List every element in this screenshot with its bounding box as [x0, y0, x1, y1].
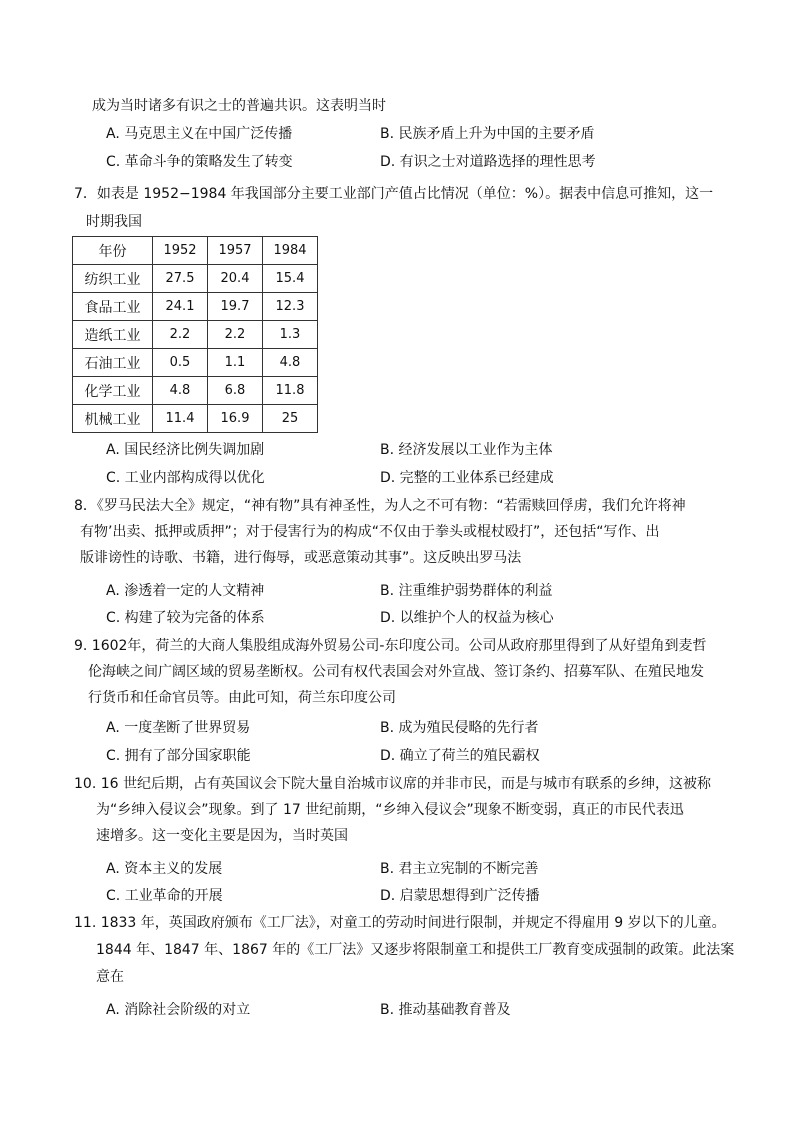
table-cell: 1.1: [208, 349, 263, 377]
table-cell: 2.2: [208, 321, 263, 349]
table-cell: 27.5: [153, 265, 208, 293]
table-row: [73, 377, 318, 405]
q10-stem-line2: 为“乡绅入侵议会”现象。到了 17 世纪前期，“乡绅入侵议会”现象不断变弱，真正的市民代表迅: [96, 802, 684, 818]
table-header-cell: 1957: [208, 237, 263, 265]
q10-stem-line3: 速增多。这一变化主要是因为，当时英国: [96, 828, 348, 844]
q8-stem-line1: 8．《罗马民法大全》规定，“神有物”具有神圣性，为人之不可有物：“若需赎回俘虏，我们允许将神: [74, 498, 686, 514]
table-cell: 1.3: [263, 321, 318, 349]
table-cell: 化学工业: [73, 377, 153, 405]
q10-option-d[interactable]: D. 启蒙思想得到广泛传播: [380, 888, 540, 904]
table-row: [73, 293, 318, 321]
q7-stem-line2: 时期我国: [86, 214, 142, 230]
q9-option-b[interactable]: B. 成为殖民侵略的先行者: [380, 720, 539, 736]
table-cell: 纺织工业: [73, 265, 153, 293]
q9-stem-line3: 行货币和任命官员等。由此可知，荷兰东印度公司: [88, 690, 396, 706]
table-cell: 19.7: [208, 293, 263, 321]
table-cell: 2.2: [153, 321, 208, 349]
q7-option-a[interactable]: A. 国民经济比例失调加剧: [106, 442, 265, 458]
q10-option-b[interactable]: B. 君主立宪制的不断完善: [380, 861, 539, 877]
table-cell: 16.9: [208, 405, 263, 433]
table-cell: 11.4: [153, 405, 208, 433]
q9-stem-line1: 9. 1602年，荷兰的大商人集股组成海外贸易公司-东印度公司。公司从政府那里得到了从好望角到麦哲: [74, 638, 707, 654]
table-header-cell: 1952: [153, 237, 208, 265]
table-cell: 机械工业: [73, 405, 153, 433]
table-cell: 6.8: [208, 377, 263, 405]
q9-stem-line2: 伦海峡之间广阔区域的贸易垄断权。公司有权代表国会对外宣战、签订条约、招募军队、在殖民地发: [88, 664, 704, 680]
q8-stem-line3: 版诽谤性的诗歌、书籍，进行侮辱，或恶意策动其事”。这反映出罗马法: [80, 550, 522, 566]
table-row: [73, 349, 318, 377]
q11-stem-line2: 1844 年、1847 年、1867 年的《工厂法》又逐步将限制童工和提供工厂教育变成强制的政策。此法案: [96, 942, 735, 958]
q6-option-d[interactable]: D. 有识之士对道路选择的理性思考: [380, 154, 596, 170]
table-header-cell: 年份: [73, 237, 153, 265]
q9-option-a[interactable]: A. 一度垄断了世界贸易: [106, 720, 251, 736]
table-cell: 15.4: [263, 265, 318, 293]
table-cell: 12.3: [263, 293, 318, 321]
q11-stem-line1: 11. 1833 年，英国政府颁布《工厂法》，对童工的劳动时间进行限制，并规定不得雇用 9 岁以下的儿童。: [74, 915, 726, 931]
table-header-row: [73, 237, 318, 265]
table-cell: 食品工业: [73, 293, 153, 321]
table-cell: 石油工业: [73, 349, 153, 377]
table-cell: 11.8: [263, 377, 318, 405]
q6-stem: 成为当时诸多有识之士的普遍共识。这表明当时: [92, 98, 386, 114]
industry-share-table: [72, 236, 318, 433]
q7-option-c[interactable]: C. 工业内部构成得以优化: [106, 470, 265, 486]
table-cell: 造纸工业: [73, 321, 153, 349]
q8-option-a[interactable]: A. 渗透着一定的人文精神: [106, 583, 265, 599]
q7-stem-line1: 7．如表是 1952−1984 年我国部分主要工业部门产值占比情况（单位：%）。据表中信息可推知，这一: [74, 186, 714, 202]
table-row: [73, 405, 318, 433]
q10-option-a[interactable]: A. 资本主义的发展: [106, 861, 223, 877]
table-row: [73, 321, 318, 349]
table-cell: 4.8: [263, 349, 318, 377]
q8-option-c[interactable]: C. 构建了较为完备的体系: [106, 610, 265, 626]
table-cell: 4.8: [153, 377, 208, 405]
q9-option-d[interactable]: D. 确立了荷兰的殖民霸权: [380, 748, 540, 764]
q6-option-c[interactable]: C. 革命斗争的策略发生了转变: [106, 154, 293, 170]
table-row: [73, 265, 318, 293]
table-cell: 0.5: [153, 349, 208, 377]
q11-option-a[interactable]: A. 消除社会阶级的对立: [106, 1002, 251, 1018]
q7-option-b[interactable]: B. 经济发展以工业作为主体: [380, 442, 553, 458]
q7-option-d[interactable]: D. 完整的工业体系已经建成: [380, 470, 554, 486]
q6-option-b[interactable]: B. 民族矛盾上升为中国的主要矛盾: [380, 126, 595, 142]
q10-stem-line1: 10. 16 世纪后期，占有英国议会下院大量自治城市议席的并非市民，而是与城市有联系的乡绅，这被称: [74, 776, 711, 792]
q6-option-a[interactable]: A. 马克思主义在中国广泛传播: [106, 126, 293, 142]
q11-option-b[interactable]: B. 推动基础教育普及: [380, 1002, 511, 1018]
table-header-cell: 1984: [263, 237, 318, 265]
table-cell: 24.1: [153, 293, 208, 321]
table-cell: 20.4: [208, 265, 263, 293]
table-cell: 25: [263, 405, 318, 433]
q10-option-c[interactable]: C. 工业革命的开展: [106, 888, 223, 904]
q9-option-c[interactable]: C. 拥有了部分国家职能: [106, 748, 251, 764]
q8-option-b[interactable]: B. 注重维护弱势群体的利益: [380, 583, 553, 599]
q11-stem-line3: 意在: [96, 969, 124, 985]
q8-option-d[interactable]: D. 以维护个人的权益为核心: [380, 610, 554, 626]
q8-stem-line2: 有物’出卖、抵押或质押”；对于侵害行为的构成“不仅由于拳头或棍杖殴打”，还包括“写作、出: [80, 524, 660, 540]
